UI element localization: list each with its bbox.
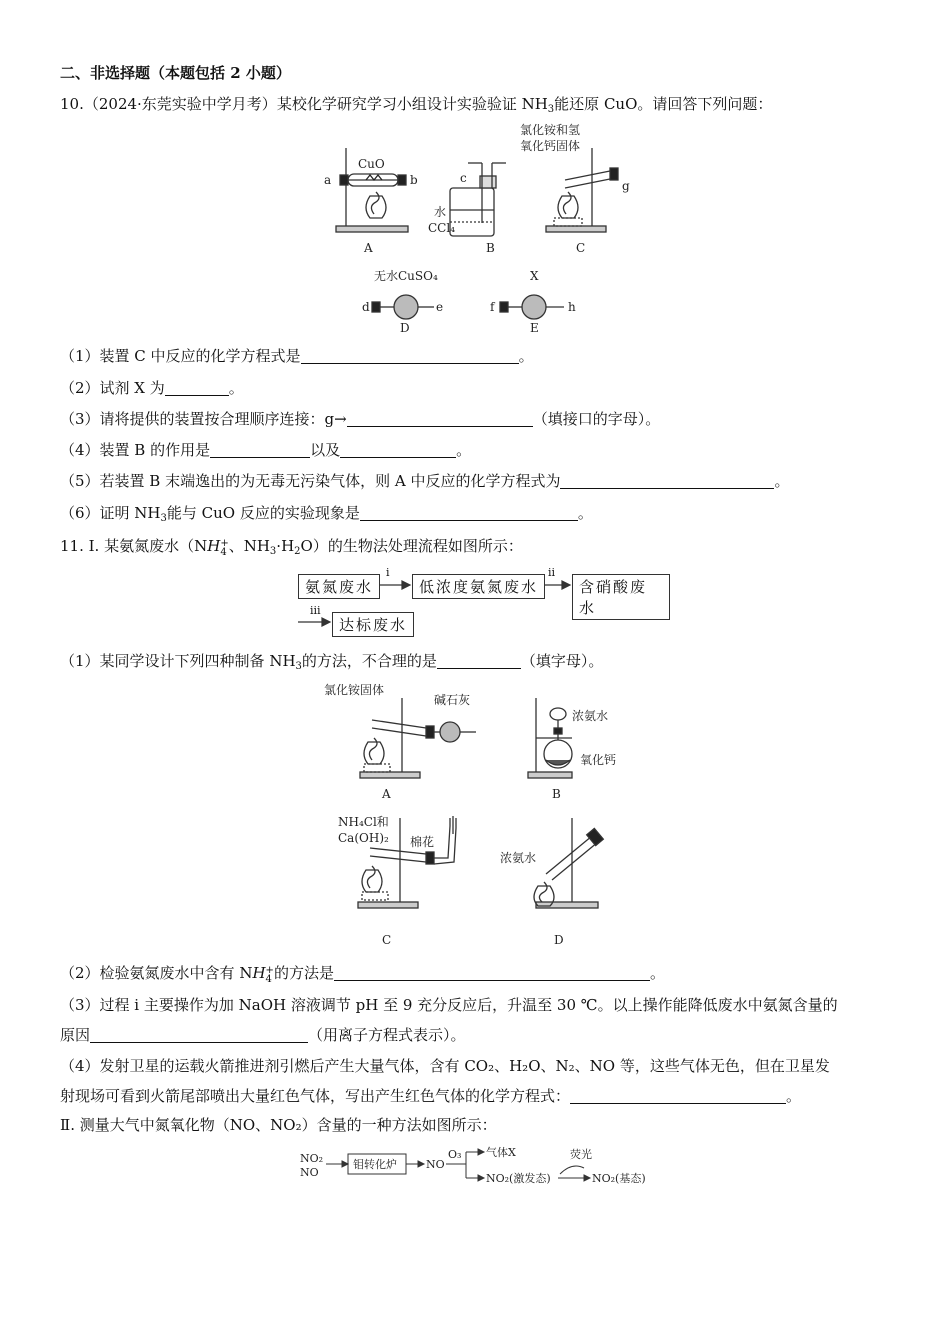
q11-part1-text-b: 的方法，不合理的是 bbox=[301, 652, 437, 670]
q10-part6 bbox=[60, 502, 593, 530]
q10-apparatus-figure bbox=[310, 118, 650, 340]
label-x: X bbox=[530, 269, 539, 283]
q10-part5-text: （5）若装置 B 末端逸出的为无毒无污染气体，则 A 中反应的化学方程式为 bbox=[60, 472, 561, 490]
q11-stem-c: ·H bbox=[276, 537, 295, 555]
flow-box-2: 低浓度氨氮废水 bbox=[412, 574, 545, 599]
label-cuo: CuO bbox=[358, 157, 385, 171]
q11-part1 bbox=[60, 650, 603, 678]
q10-number: 10. bbox=[60, 95, 84, 113]
label-no-in: NO bbox=[300, 1166, 319, 1179]
label-a-reagent: 氯化铵固体 bbox=[324, 683, 385, 697]
q10-source: （2024·东莞实验中学月考） bbox=[83, 95, 277, 113]
q11-part3-end: （用离子方程式表示）。 bbox=[308, 1026, 466, 1044]
q11-stem-4: 4 bbox=[220, 547, 227, 558]
q11-part1-text-a: （1）某同学设计下列四种制备 NH bbox=[60, 652, 296, 670]
q10-part2-end: 。 bbox=[228, 379, 244, 397]
q11-flow-chart bbox=[290, 566, 670, 638]
label-water: 水 bbox=[434, 205, 447, 219]
q11-part3-line1: （3）过程 ⅰ 主要操作为加 NaOH 溶液调节 pH 至 9 充分反应后，升温至 30 ℃。以上操作能降低废水中氨氮含量的 bbox=[60, 996, 838, 1014]
q11-part2 bbox=[60, 962, 665, 984]
q10-part6-sub: 3 bbox=[160, 513, 167, 524]
label-a: a bbox=[324, 173, 332, 187]
label-g: g bbox=[622, 179, 630, 193]
label-fig2-D: D bbox=[554, 933, 564, 947]
q10-part4-end: 。 bbox=[456, 441, 472, 459]
label-a-lime: 碱石灰 bbox=[434, 693, 471, 707]
q10-part1-answer-blank[interactable] bbox=[301, 347, 519, 364]
q10-part4-mid: 以及 bbox=[310, 441, 341, 459]
q11-part2-h: H bbox=[252, 964, 266, 982]
q10-stem-b: 能还原 CuO。请回答下列问题： bbox=[554, 95, 773, 113]
label-E: E bbox=[530, 321, 539, 335]
label-no-out: NO bbox=[426, 1158, 445, 1171]
q11-part1-end: （填字母）。 bbox=[520, 652, 604, 670]
label-cuso4: 无水CuSO₄ bbox=[374, 269, 438, 283]
label-d-ammonia: 浓氨水 bbox=[500, 851, 537, 865]
flow-box-1: 氨氮废水 bbox=[298, 574, 380, 599]
label-no2-ground: NO₂(基态) bbox=[592, 1172, 646, 1185]
flow-step-1: ⅰ bbox=[386, 566, 390, 579]
q10-part3-answer-blank[interactable] bbox=[347, 410, 533, 427]
q11-stem-d: O）的生物法处理流程如图所示： bbox=[300, 537, 523, 555]
section-title: 二、非选择题（本题包括 2 小题） bbox=[60, 64, 291, 82]
label-fig2-A: A bbox=[382, 787, 391, 801]
q11-stem-b: 、NH bbox=[228, 537, 270, 555]
q10-part3 bbox=[60, 408, 660, 430]
flow-box-4: 达标废水 bbox=[332, 612, 414, 637]
label-b-cao: 氧化钙 bbox=[580, 753, 617, 767]
label-c-cotton: 棉花 bbox=[410, 835, 435, 849]
q11-stem-sub3: 3 bbox=[269, 546, 277, 557]
q10-part4-answer-blank-1[interactable] bbox=[210, 441, 310, 458]
label-fig2-B: B bbox=[552, 787, 561, 801]
q10-part2-text: （2）试剂 X 为 bbox=[60, 379, 165, 397]
q11-stem-sub2: 2 bbox=[294, 546, 301, 557]
label-b: b bbox=[410, 173, 418, 187]
label-h: h bbox=[568, 300, 576, 314]
q10-part6-answer-blank[interactable] bbox=[360, 504, 578, 521]
label-o3: O₃ bbox=[448, 1148, 462, 1161]
q10-part5 bbox=[60, 470, 790, 492]
label-converter: 钼转化炉 bbox=[353, 1158, 397, 1171]
q11-part4-line1: （4）发射卫星的运载火箭推进剂引燃后产生大量气体，含有 CO₂、H₂O、N₂、NO 等，这些气体无色，但在卫星发 bbox=[60, 1057, 830, 1075]
label-c-reagent1: NH₄Cl和 bbox=[338, 815, 389, 829]
q11-part4-text: 射现场可看到火箭尾部喷出大量红色气体，写出产生红色气体的化学方程式： bbox=[60, 1087, 571, 1105]
q11-part3-line2 bbox=[60, 1024, 466, 1046]
q10-part4-answer-blank-2[interactable] bbox=[340, 441, 456, 458]
q11-part3-answer-blank[interactable] bbox=[90, 1026, 308, 1043]
q11-part2-plus: + bbox=[265, 965, 274, 976]
q10-part5-answer-blank[interactable] bbox=[560, 472, 774, 489]
q11-stem bbox=[60, 535, 523, 563]
label-D: D bbox=[400, 321, 410, 335]
q10-part3-text: （3）请将提供的装置按合理顺序连接：g→ bbox=[60, 410, 347, 428]
part2-stem: Ⅱ. 测量大气中氮氧化物（NO、NO₂）含量的一种方法如图所示： bbox=[60, 1116, 497, 1134]
q11-part4-end: 。 bbox=[786, 1087, 802, 1105]
q11-stem-a: 11. I. 某氨氮废水（N bbox=[60, 537, 208, 555]
q10-stem-sub: 3 bbox=[547, 104, 555, 115]
label-B: B bbox=[486, 241, 495, 255]
label-reagent-c1: 氯化铵和氢 bbox=[520, 123, 581, 137]
label-fig2-C: C bbox=[382, 933, 392, 947]
q11-part4-line2 bbox=[60, 1085, 801, 1107]
q11-part2-text: （2）检验氨氮废水中含有 N bbox=[60, 964, 253, 982]
part2-process-figure bbox=[298, 1144, 658, 1192]
label-c: c bbox=[460, 171, 467, 185]
q10-part6-text-b: 能与 CuO 反应的实验现象是 bbox=[166, 504, 360, 522]
label-gas-x: 气体X bbox=[486, 1146, 516, 1159]
q11-part2-answer-blank[interactable] bbox=[334, 964, 650, 981]
label-C: C bbox=[576, 241, 586, 255]
label-d: d bbox=[362, 300, 370, 314]
q10-part2-answer-blank[interactable] bbox=[165, 379, 229, 396]
q11-stem-plus: + bbox=[220, 538, 229, 549]
q10-part1 bbox=[60, 345, 534, 367]
label-no2-in: NO₂ bbox=[300, 1152, 324, 1165]
q11-part2-mid: 的方法是 bbox=[273, 964, 334, 982]
q10-stem bbox=[60, 93, 772, 121]
q10-part3-end: （填接口的字母）。 bbox=[532, 410, 661, 428]
label-A: A bbox=[364, 241, 373, 255]
q10-part2 bbox=[60, 377, 244, 399]
q11-part1-sub: 3 bbox=[295, 661, 302, 672]
q11-part3-text: 原因 bbox=[60, 1026, 91, 1044]
label-fluorescence: 荧光 bbox=[570, 1148, 592, 1161]
label-reagent-c2: 氧化钙固体 bbox=[520, 139, 581, 153]
q11-nh3-apparatus-figure bbox=[310, 678, 640, 950]
label-f: f bbox=[490, 300, 495, 314]
q11-stem-h: H bbox=[207, 537, 221, 555]
q10-part6-text-a: （6）证明 NH bbox=[60, 504, 161, 522]
label-c-reagent2: Ca(OH)₂ bbox=[338, 831, 389, 845]
label-e: e bbox=[436, 300, 444, 314]
q10-part4 bbox=[60, 439, 471, 461]
q11-part2-four: 4 bbox=[265, 974, 272, 985]
flow-box-3: 含硝酸废水 bbox=[572, 574, 670, 620]
label-ccl4: CCl₄ bbox=[428, 221, 456, 235]
q11-part4-answer-blank[interactable] bbox=[570, 1087, 786, 1104]
q10-part1-text: （1）装置 C 中反应的化学方程式是 bbox=[60, 347, 301, 365]
q11-part1-answer-blank[interactable] bbox=[437, 652, 521, 669]
q10-part1-end: 。 bbox=[518, 347, 534, 365]
q10-part6-end: 。 bbox=[577, 504, 593, 522]
q11-part2-end: 。 bbox=[649, 964, 665, 982]
q10-stem-a: 某校化学研究学习小组设计实验验证 NH bbox=[276, 95, 548, 113]
flow-step-3: ⅲ bbox=[310, 604, 321, 617]
q10-part4-text: （4）装置 B 的作用是 bbox=[60, 441, 211, 459]
label-b-ammonia: 浓氨水 bbox=[572, 709, 609, 723]
q10-part5-end: 。 bbox=[774, 472, 790, 490]
flow-step-2: ⅱ bbox=[548, 566, 556, 579]
label-no2-excited: NO₂(激发态) bbox=[486, 1172, 551, 1185]
